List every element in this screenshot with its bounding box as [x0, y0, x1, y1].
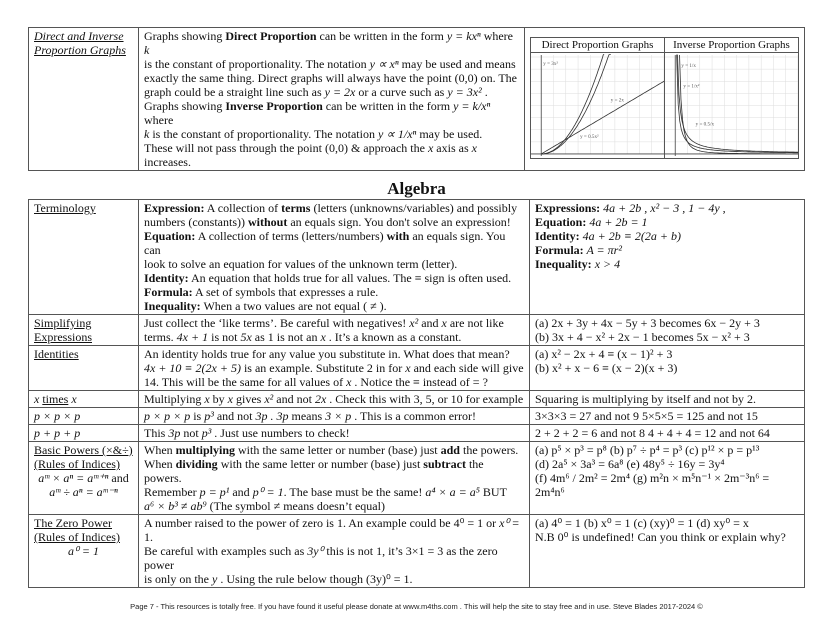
footer: Page 7 - This resources is totally free. If you have found it useful please donate at www.m4ths.com . This will help the site to stay free and in use. Steve Blades 2017-2024 © [130, 602, 703, 611]
text-segment: and [108, 471, 129, 485]
text-segment: and each side will give [410, 361, 524, 375]
text-segment: as 1 is not an [251, 330, 321, 344]
text-line [144, 375, 524, 389]
text-segment: 3y⁰ [307, 544, 324, 558]
text-segment: look to solve an equation for values of the unknown term (letter). [144, 257, 458, 271]
table-row [29, 425, 805, 442]
text-segment: x² [409, 316, 419, 330]
text-segment: with the same letter or number (base) just [235, 443, 441, 457]
table-row [29, 346, 805, 391]
text-line [144, 347, 524, 361]
text-line [144, 201, 524, 215]
text-segment: numbers (constants)) [144, 215, 248, 229]
text-line [144, 316, 524, 330]
direct-graph-title: Direct Proportion Graphs [531, 38, 664, 53]
text-segment: Inequality: [535, 257, 592, 271]
text-segment: x [405, 361, 411, 375]
text-line [144, 85, 519, 99]
text-segment: Inequality: [144, 299, 201, 313]
text-line [535, 409, 799, 423]
text-segment: Direct Proportion [225, 29, 317, 43]
text-segment: gives [233, 392, 265, 406]
graph-label: y = 0.5/x [695, 121, 715, 128]
text-segment: an equals sign. You don't solve an expression! [287, 215, 511, 229]
row-content [139, 442, 530, 515]
row-label [29, 425, 139, 442]
table-row [29, 315, 805, 346]
text-line [144, 99, 519, 127]
text-segment: . [481, 85, 488, 99]
text-segment: This [144, 426, 169, 440]
text-segment: Multiplying [144, 392, 205, 406]
text-segment: (Rules of Indices) [34, 457, 120, 471]
text-segment: . Notice the ≡ instead of = ? [351, 375, 488, 389]
text-segment: multiplying [175, 443, 236, 457]
text-segment: this is not 1, it’s 3×1 = 3 as the zero power [144, 544, 498, 572]
text-line [535, 347, 799, 361]
text-segment: A = πr² [583, 243, 622, 257]
text-segment: is only on the [144, 572, 212, 586]
text-segment: N.B 0⁰ is undefined! Can you think or explain why? [535, 530, 786, 544]
row-example [530, 442, 805, 515]
text-segment: the powers. [459, 443, 519, 457]
text-segment: Graphs showing [144, 99, 226, 113]
proportion-content [139, 28, 525, 171]
text-line [34, 485, 133, 499]
text-segment: An identity holds true for any value you substitute in. What does that mean? [144, 347, 510, 361]
table-row [29, 200, 805, 315]
text-line [144, 409, 524, 423]
text-line [34, 347, 133, 361]
text-segment: 3p [168, 426, 181, 440]
text-segment: 4a + 2b = 1 [586, 215, 648, 229]
text-line [34, 330, 133, 344]
text-segment: Identity: [535, 229, 580, 243]
text-line [535, 243, 799, 257]
text-line [144, 499, 524, 513]
text-segment: aᵐ ÷ aⁿ = aᵐ⁻ⁿ [49, 485, 118, 499]
text-segment: is [190, 409, 205, 423]
text-segment: with [386, 229, 410, 243]
text-segment: 4x + 1 [176, 330, 209, 344]
text-line [34, 471, 133, 485]
text-segment: 3p . 3p [255, 409, 289, 423]
text-line [535, 392, 799, 406]
row-content [139, 408, 530, 425]
label-line: Direct and Inverse [34, 29, 124, 43]
text-segment: 4a + 2b , x² − 3 , 1 − 4y , [600, 201, 726, 215]
row-content [139, 391, 530, 408]
table-row [29, 515, 805, 588]
text-segment: graph could be a straight line such as [144, 85, 325, 99]
text-segment: x⁰ [499, 516, 510, 530]
text-segment: an equals sign. You can [144, 229, 506, 257]
text-segment: Remember [144, 485, 200, 499]
row-example [530, 425, 805, 442]
graph-label: y = 3x² [543, 61, 558, 68]
proportion-table [28, 27, 805, 171]
text-segment: Equation: [144, 229, 196, 243]
text-segment: = 1. [144, 516, 520, 544]
text-segment: increases. [144, 155, 191, 169]
text-segment: Expression: [144, 201, 205, 215]
text-line [535, 457, 799, 471]
text-segment: p³ [204, 409, 214, 423]
text-line [144, 392, 524, 406]
text-line [34, 443, 133, 457]
row-label [29, 408, 139, 425]
inverse-graph-title: Inverse Proportion Graphs [665, 38, 798, 53]
row-label [29, 315, 139, 346]
text-segment: x > 4 [591, 257, 621, 271]
text-segment: add [440, 443, 460, 457]
text-line [535, 426, 799, 440]
label-line: Proportion Graphs [34, 43, 126, 57]
text-segment: x [427, 141, 434, 155]
text-segment: and [418, 316, 442, 330]
text-segment: x [346, 375, 352, 389]
text-segment: can be written in the form [322, 99, 454, 113]
text-segment: Formula: [144, 285, 193, 299]
direct-graph-plot [531, 53, 664, 158]
text-segment: A collection of [204, 201, 282, 215]
text-segment: Expressions [34, 330, 92, 344]
text-segment: without [247, 215, 288, 229]
text-segment: or a curve such as [355, 85, 448, 99]
text-line [34, 392, 133, 406]
text-segment: BUT [479, 485, 507, 499]
text-segment: where [480, 29, 514, 43]
text-segment: Identities [34, 347, 79, 361]
text-segment: and [229, 485, 253, 499]
section-title: Algebra [387, 179, 446, 198]
text-line [144, 361, 524, 375]
row-example [530, 346, 805, 391]
curve-1-over-x2 [680, 55, 798, 154]
graph-label: y = 1/x² [683, 83, 700, 90]
text-segment: 3 × p [325, 409, 352, 423]
text-segment: y [212, 572, 218, 586]
text-segment: (a) 4⁰ = 1 (b) x⁰ = 1 (c) (xy)⁰ = 1 (d) xy⁰ = x [535, 516, 749, 530]
text-line [34, 516, 133, 530]
table-row [29, 408, 805, 425]
text-line [34, 426, 133, 440]
text-line [535, 229, 799, 243]
text-segment: Be careful with examples such as [144, 544, 308, 558]
text-segment: (Rules of Indices) [34, 530, 120, 544]
text-line [144, 215, 524, 229]
text-segment: (f) 4m⁶ / 2m² = 2m⁴ (g) m²n × m⁵n⁻¹ × 2m⁻³n⁶ = 2m⁴n⁶ [535, 471, 770, 499]
text-line [144, 127, 519, 141]
text-segment: 14. This will be the same for all values of [144, 375, 347, 389]
text-line [34, 530, 133, 544]
inverse-graph-plot [665, 53, 798, 158]
text-segment: terms. [144, 330, 177, 344]
text-segment: x² [264, 392, 274, 406]
text-segment: Squaring is multiplying by itself and not by 2. [535, 392, 756, 406]
text-segment: is not [208, 330, 241, 344]
text-segment: . Using the rule below though (3y)⁰ = 1. [217, 572, 413, 586]
text-segment: a⁰ = 1 [68, 544, 99, 558]
row-label [29, 515, 139, 588]
text-segment: a⁴ × a = a⁵ [425, 485, 480, 499]
text-segment: may be used and means [398, 57, 516, 71]
text-segment: x [204, 392, 210, 406]
text-line [34, 457, 133, 471]
text-segment: x [471, 141, 477, 155]
text-segment: and not [273, 392, 315, 406]
text-segment: aᵐ × aⁿ = aᵐ⁺ⁿ [38, 471, 109, 485]
text-segment: A set of symbols that expresses a rule. [192, 285, 379, 299]
text-segment: The Zero Power [34, 516, 112, 530]
text-segment: is the constant of proportionality. The notation [149, 127, 378, 141]
row-content [139, 200, 530, 315]
text-line [144, 485, 524, 499]
text-segment: (a) x² − 2x + 4 ≡ (x − 1)² + 3 [535, 347, 673, 361]
text-segment: k [144, 43, 150, 57]
text-segment: is an example. Substitute 2 in for [240, 361, 406, 375]
text-segment: is the constant of proportionality. The notation [144, 57, 370, 71]
text-line [144, 443, 524, 457]
text-segment: the powers. [144, 457, 484, 485]
text-line [535, 316, 799, 330]
row-example [530, 515, 805, 588]
text-line [144, 257, 524, 271]
text-line [535, 516, 799, 530]
text-line [535, 257, 799, 271]
text-segment: p = p¹ [199, 485, 230, 499]
text-line [144, 299, 524, 313]
text-segment: not [180, 426, 202, 440]
text-line [144, 544, 524, 572]
text-line [144, 285, 524, 299]
text-line [144, 572, 524, 586]
text-segment: with the same letter or number (base) just [217, 457, 424, 471]
text-segment: Identity: [144, 271, 189, 285]
text-segment: p + p + p [34, 426, 81, 440]
text-segment: can be written in the form [316, 29, 447, 43]
row-example [530, 315, 805, 346]
row-content [139, 315, 530, 346]
row-example [530, 200, 805, 315]
text-segment: dividing [175, 457, 218, 471]
text-line [34, 201, 133, 215]
text-line [535, 443, 799, 457]
text-segment: x [441, 316, 447, 330]
text-segment: means [288, 409, 326, 423]
text-segment: Simplifying [34, 316, 92, 330]
text-segment: x [320, 330, 326, 344]
text-segment: Just collect the ‘like terms’. Be careful with negatives! [144, 316, 410, 330]
row-label [29, 391, 139, 408]
text-segment: Expressions: [535, 201, 601, 215]
text-segment: terms [281, 201, 311, 215]
text-segment: (a) p⁵ × p³ = p⁸ (b) p⁷ ÷ p⁴ = p³ (c) p¹² × p = p¹³ [535, 443, 760, 457]
text-segment: y = 2x [324, 85, 356, 99]
row-label [29, 346, 139, 391]
text-segment: and not [213, 409, 256, 423]
proportion-label [29, 28, 139, 171]
text-line [535, 471, 799, 499]
text-segment: Formula: [535, 243, 584, 257]
text-segment: (letters (unknowns/variables) and possibly [310, 201, 518, 215]
text-segment: k [144, 127, 150, 141]
text-segment: p⁰ = 1 [252, 485, 284, 499]
text-line [34, 316, 133, 330]
text-segment: When [144, 457, 176, 471]
text-segment: x [227, 392, 233, 406]
text-segment: 2 + 2 + 2 = 6 and not 8 [535, 426, 645, 440]
text-segment: When [144, 443, 176, 457]
text-segment: (b) 3x + 4 − x² + 2x − 1 becomes 5x − x² + 3 [535, 330, 750, 344]
curve-3x2 [541, 55, 611, 154]
text-segment: y = k/xⁿ [453, 99, 491, 113]
text-segment: y ∝ xⁿ [369, 57, 399, 71]
row-content [139, 515, 530, 588]
row-example [530, 408, 805, 425]
text-segment: 4a + 2b ≡ 2(2a + b) [579, 229, 681, 243]
text-segment: A number raised to the power of zero is 1. An example could be 4⁰ = 1 or [144, 516, 500, 530]
text-segment: An equation that holds true for all values. The ≡ sign is often used. [188, 271, 512, 285]
text-segment: p × p × p [34, 409, 81, 423]
table-row [29, 391, 805, 408]
text-segment: 2x [314, 392, 327, 406]
text-segment: (b) x² + x − 6 ≡ (x − 2)(x + 3) [535, 361, 678, 375]
text-segment: subtract [423, 457, 466, 471]
graph-label: y = 0.5x² [580, 133, 599, 140]
text-segment: y ∝ 1/xⁿ [377, 127, 417, 141]
text-line [144, 29, 519, 57]
text-segment: times [42, 392, 69, 406]
text-line [144, 516, 524, 544]
text-segment: y = 3x² [447, 85, 482, 99]
text-segment: Basic Powers (×&÷) [34, 443, 133, 457]
text-segment: . Check this with 3, 5, or 10 for example [326, 392, 524, 406]
text-segment: x [68, 392, 77, 406]
text-line [144, 71, 519, 85]
text-line [535, 361, 799, 375]
text-segment: . Just use numbers to check! [211, 426, 350, 440]
text-line [34, 409, 133, 423]
text-line [535, 201, 799, 215]
text-line [144, 141, 519, 169]
text-segment: Inverse Proportion [225, 99, 323, 113]
row-content [139, 346, 530, 391]
text-segment: axis as [433, 141, 472, 155]
text-line [144, 271, 524, 285]
algebra-table [28, 199, 805, 588]
row-label [29, 442, 139, 515]
text-line [34, 544, 133, 558]
text-segment: a⁶ × b³ ≠ ab⁹ [144, 499, 207, 513]
text-line [535, 215, 799, 229]
text-segment: These will not pass through the point (0,0) & approach the [144, 141, 428, 155]
text-line [144, 57, 519, 71]
text-segment: by [209, 392, 228, 406]
text-segment: (The symbol ≠ means doesn’t equal) [206, 499, 385, 513]
graph-label: y = 1/x [681, 63, 696, 70]
text-segment: . This is a common error! [351, 409, 477, 423]
text-line [535, 330, 799, 344]
row-content [139, 425, 530, 442]
text-segment: (a) 2x + 3y + 4x − 5y + 3 becomes 6x − 2y + 3 [535, 316, 760, 330]
text-segment: Graphs showing [144, 29, 226, 43]
text-segment: p × p × p [144, 409, 191, 423]
graph-label: y = 2x [610, 97, 624, 104]
text-segment: are not like [446, 316, 504, 330]
row-example [530, 391, 805, 408]
text-segment: (d) 2a⁵ × 3a³ = 6a⁸ (e) 48y⁵ ÷ 16y = 3y⁴ [535, 457, 725, 471]
text-segment: x [34, 392, 43, 406]
row-label [29, 200, 139, 315]
text-line [535, 530, 799, 544]
direct-graph [531, 38, 664, 158]
text-segment: may be used. [416, 127, 483, 141]
text-segment: . The base must be the same! [283, 485, 426, 499]
text-segment: 5×5×5 = 125 and not 15 [638, 409, 758, 423]
proportion-graphs [525, 28, 805, 171]
table-row [29, 442, 805, 515]
text-segment: A collection of terms (letters/numbers) [195, 229, 387, 243]
text-line [144, 457, 524, 485]
text-segment: 5x [240, 330, 252, 344]
text-segment: p³ [201, 426, 212, 440]
text-segment: 4 + 4 + 4 = 12 and not 64 [644, 426, 770, 440]
text-segment: exactly the same thing. Direct graphs will always have the point (0,0) on. The [144, 71, 518, 85]
text-segment: When a two values are not equal ( ≠ ). [200, 299, 387, 313]
text-line [144, 426, 524, 440]
inverse-graph [664, 38, 798, 158]
text-segment: Equation: [535, 215, 587, 229]
text-segment: 4x + 10 ≡ 2(2x + 5) [144, 361, 241, 375]
text-segment: . It’s a known as a constant. [325, 330, 462, 344]
text-segment: y = kxⁿ [446, 29, 481, 43]
text-line [144, 330, 524, 344]
text-segment: where [144, 113, 174, 127]
text-segment: 3×3×3 = 27 and not 9 [535, 409, 639, 423]
text-segment: Terminology [34, 201, 96, 215]
text-line [144, 229, 524, 257]
